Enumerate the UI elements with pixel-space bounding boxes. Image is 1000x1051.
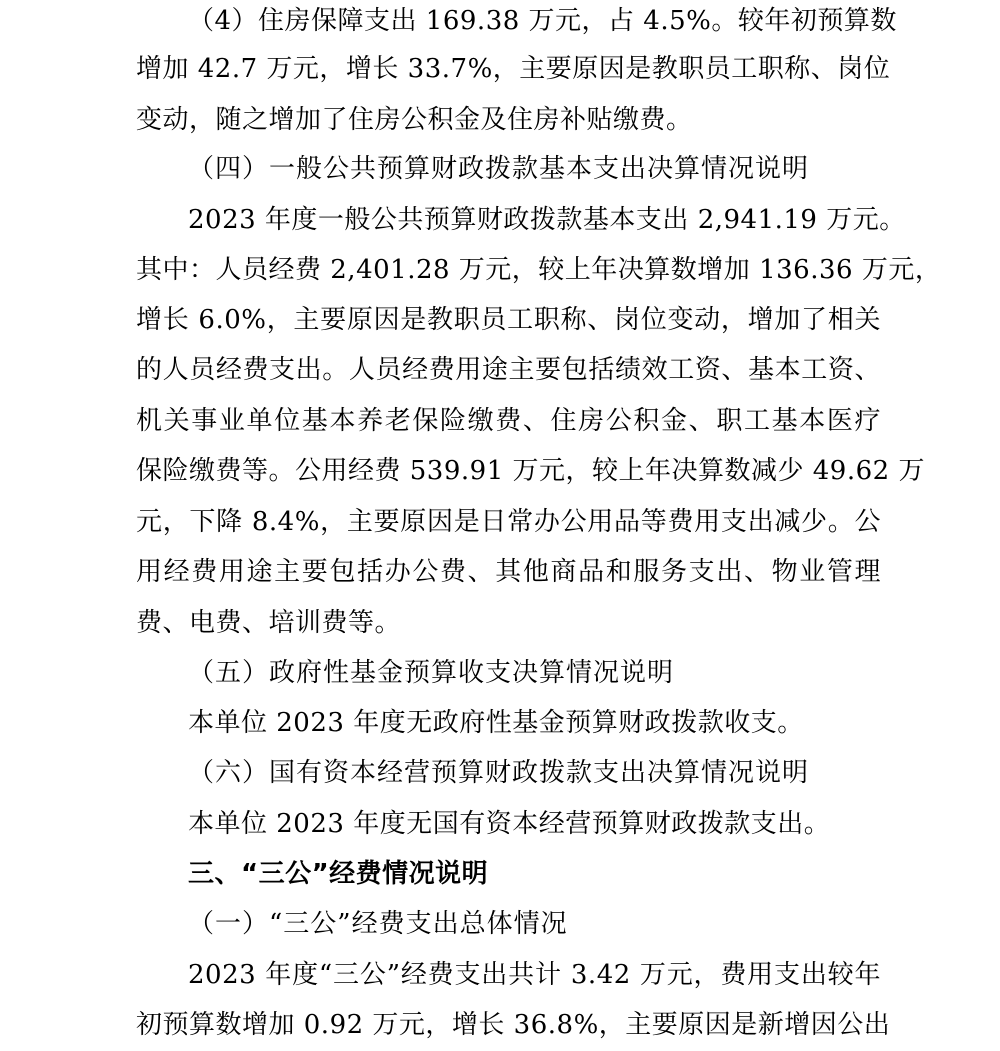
paragraph-line: 初预算数增加 0.92 万元，增长 36.8%，主要原因是新增因公出 — [136, 1010, 891, 1040]
paragraph-line: 费、电费、培训费等。 — [136, 608, 402, 638]
section-heading: （六）国有资本经营预算财政拨款支出决算情况说明 — [188, 758, 810, 788]
paragraph-line: 增加 42.7 万元，增长 33.7%，主要原因是教职员工职称、岗位 — [136, 54, 891, 84]
paragraph-line: 保险缴费等。公用经费 539.91 万元，较上年决算数减少 49.62 万 — [136, 456, 925, 486]
paragraph-line: 本单位 2023 年度无政府性基金预算财政拨款收支。 — [188, 708, 804, 738]
paragraph-line: 变动，随之增加了住房公积金及住房补贴缴费。 — [136, 105, 693, 135]
paragraph-line: 的人员经费支出。人员经费用途主要包括绩效工资、基本工资、 — [136, 355, 881, 385]
paragraph-line: 机关事业单位基本养老保险缴费、住房公积金、职工基本医疗 — [136, 406, 881, 436]
section-heading: （五）政府性基金预算收支决算情况说明 — [188, 658, 675, 688]
paragraph-line: （4）住房保障支出 169.38 万元，占 4.5%。较年初预算数 — [188, 6, 897, 36]
section-heading: （一）“三公”经费支出总体情况 — [188, 909, 568, 939]
paragraph-line: 用经费用途主要包括办公费、其他商品和服务支出、物业管理 — [136, 557, 881, 587]
paragraph-line: 本单位 2023 年度无国有资本经营预算财政拨款支出。 — [188, 809, 831, 839]
section-heading: （四）一般公共预算财政拨款基本支出决算情况说明 — [188, 154, 810, 184]
chapter-heading: 三、“三公”经费情况说明 — [188, 859, 489, 889]
paragraph-line: 2023 年度“三公”经费支出共计 3.42 万元，费用支出较年 — [188, 960, 881, 990]
paragraph-line: 增长 6.0%，主要原因是教职员工职称、岗位变动，增加了相关 — [136, 305, 881, 335]
paragraph-line: 2023 年度一般公共预算财政拨款基本支出 2,941.19 万元。 — [188, 205, 906, 235]
paragraph-line: 其中：人员经费 2,401.28 万元，较上年决算数增加 136.36 万元， — [136, 255, 942, 285]
paragraph-line: 元，下降 8.4%，主要原因是日常办公用品等费用支出减少。公 — [136, 507, 881, 537]
